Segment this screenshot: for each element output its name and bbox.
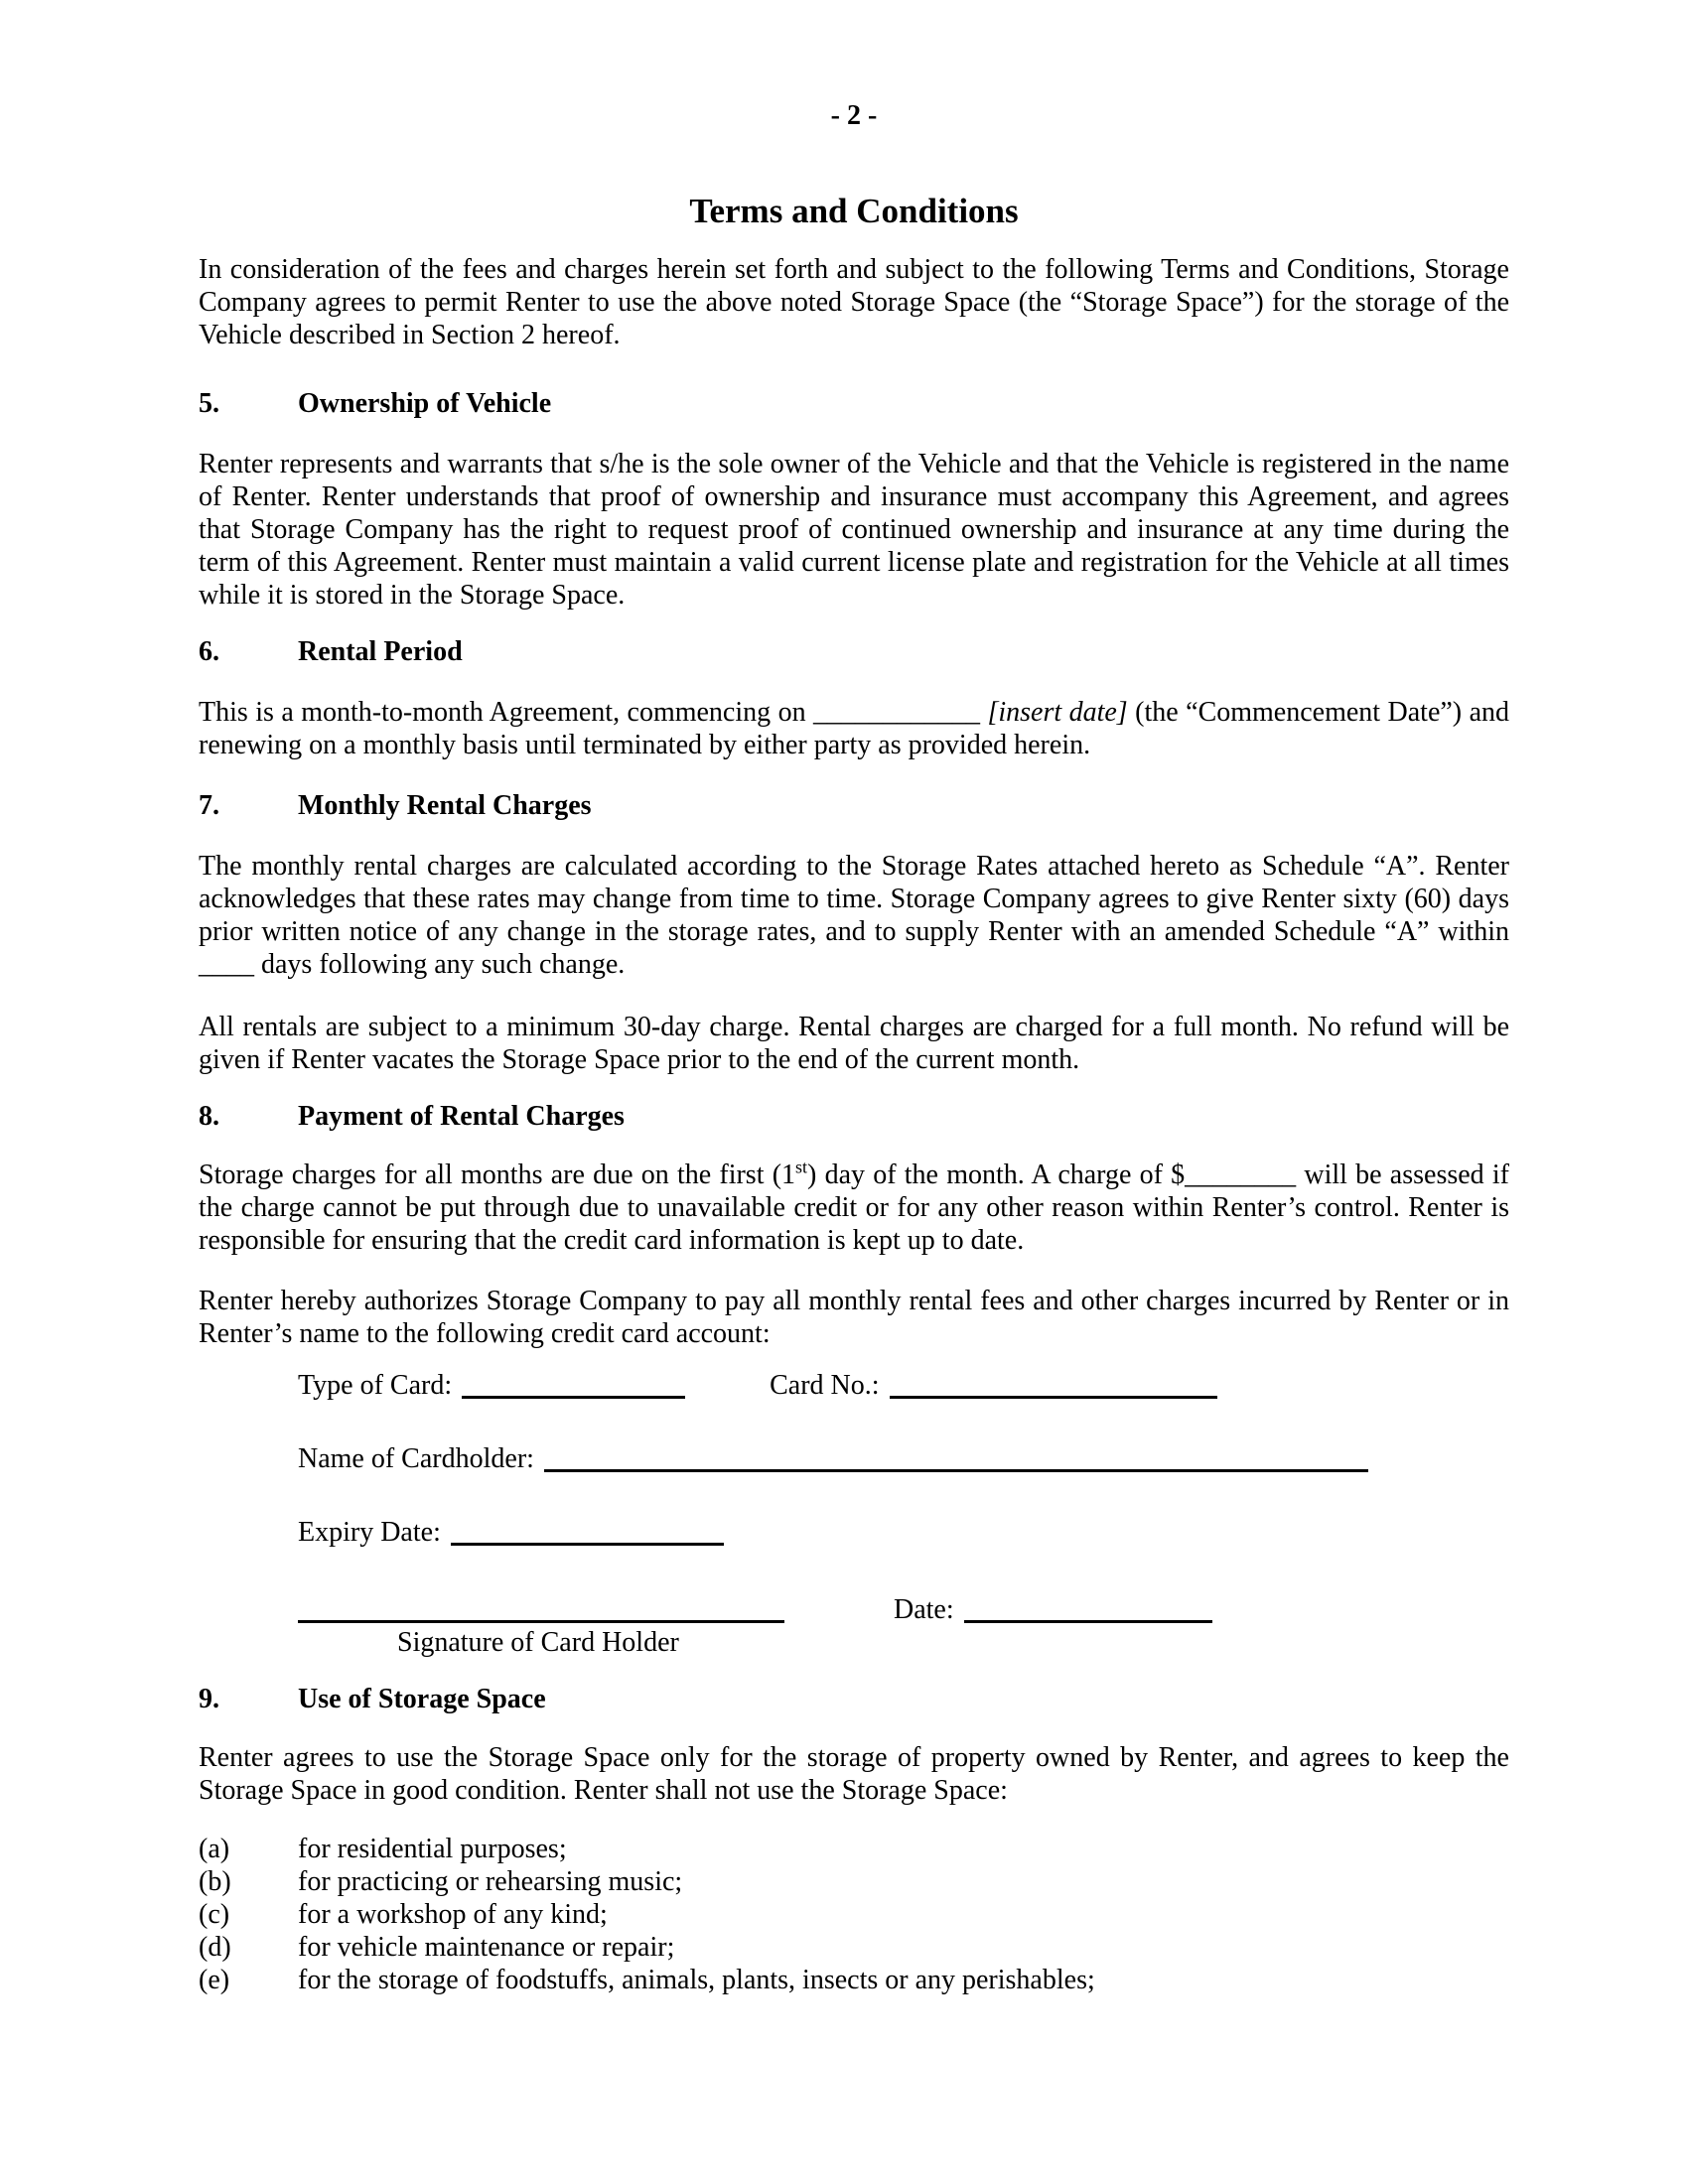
date-line [964, 1592, 1212, 1623]
section-8-title: Payment of Rental Charges [298, 1101, 625, 1132]
commencement-date-blank: ____________ [813, 697, 981, 728]
signature-line [298, 1592, 784, 1623]
section-8-number: 8. [199, 1101, 219, 1132]
section-5-title: Ownership of Vehicle [298, 388, 552, 419]
section-8-body-1 [199, 1159, 1509, 1257]
section-9-title: Use of Storage Space [298, 1684, 546, 1714]
prohibited-uses-list [199, 1833, 1509, 1996]
list-item-text: for residential purposes; [298, 1834, 567, 1864]
list-item-marker: (e) [199, 1965, 230, 1995]
section-6-body [199, 696, 1509, 761]
type-of-card-label: Type of Card: [298, 1370, 453, 1401]
section-6-number: 6. [199, 636, 219, 667]
name-of-cardholder-label: Name of Cardholder: [298, 1443, 534, 1474]
list-item [199, 1964, 1509, 1996]
list-item [199, 1898, 1509, 1931]
list-item-text: for a workshop of any kind; [298, 1899, 608, 1930]
list-item-marker: (b) [199, 1866, 231, 1897]
section-5-body: Renter represents and warrants that s/he is the sole owner of the Vehicle and that the Vehicle is registered in the name of Renter. Renter understands that proof of ownership and insurance must accompany this Agreement, and agrees that Storage Company has the right to request proof of continued ownership and insurance at any time during the term of this Agreement. Renter must maintain a valid current license plate and registration for the Vehicle at all times while it is stored in the Storage Space. [199, 449, 1509, 611]
list-item-marker: (a) [199, 1834, 230, 1864]
section-8-text-pre-superscript: Storage charges for all months are due on the first (1 [199, 1160, 796, 1190]
section-7-body-1: The monthly rental charges are calculated according to the Storage Rates attached hereto as Schedule “A”. Renter acknowledges that these rates may change from time to time. Storage Company agrees to give Renter sixty (60) days prior written notice of any change in the storage rates, and to supply Renter with an amended Schedule “A” within ____ days following any such change. [199, 851, 1509, 980]
page-number: - 2 - [830, 100, 878, 131]
type-of-card-line [462, 1368, 685, 1399]
card-no-label: Card No.: [770, 1370, 880, 1401]
section-7-body-2: All rentals are subject to a minimum 30-day charge. Rental charges are charged for a full month. No refund will be given if Renter vacates the Storage Space prior to the end of the current month. [199, 1012, 1509, 1075]
section-8-text-post-superscript: ) day of the month. A charge of $________ will be assessed if the charge cannot be put through due to unavailable credit or for any other reason within Renter’s control. Renter is responsible for ensuring that the credit card information is kept up to date. [199, 1160, 1509, 1256]
section-6-title: Rental Period [298, 636, 463, 667]
section-9-heading [199, 1683, 1509, 1715]
section-9-body: Renter agrees to use the Storage Space only for the storage of property owned by Renter, and agrees to keep the Storage Space in good condition. Renter shall not use the Storage Space: [199, 1742, 1509, 1806]
list-item [199, 1865, 1509, 1898]
signature-row [298, 1592, 1509, 1626]
date-label: Date: [894, 1594, 954, 1625]
list-item-marker: (d) [199, 1932, 231, 1963]
insert-date-note: [insert date] [980, 697, 1128, 728]
section-7-number: 7. [199, 790, 219, 821]
section-5-heading [199, 387, 1509, 420]
expiry-date-label: Expiry Date: [298, 1517, 441, 1548]
section-6-text-after-blank: (the “Commencement Date”) and renewing on a monthly basis until terminated by either party as provided herein. [199, 697, 1510, 760]
list-item-marker: (c) [199, 1899, 230, 1930]
section-5-number: 5. [199, 388, 219, 419]
list-item-text: for practicing or rehearsing music; [298, 1866, 683, 1897]
document-title: Terms and Conditions [689, 192, 1019, 230]
list-item [199, 1931, 1509, 1964]
list-item-text: for the storage of foodstuffs, animals, plants, insects or any perishables; [298, 1965, 1095, 1995]
intro-paragraph: In consideration of the fees and charges herein set forth and subject to the following Terms and Conditions, Storage Company agrees to permit Renter to use the above noted Storage Space (the “Storage Space”) for the storage of the Vehicle described in Section 2 hereof. [199, 254, 1509, 350]
cardholder-name-row [298, 1441, 1509, 1475]
signature-caption: Signature of Card Holder [397, 1627, 679, 1658]
card-no-line [890, 1368, 1217, 1399]
credit-card-form [298, 1368, 1509, 1659]
section-6-text-before-blank: This is a month-to-month Agreement, commencing on [199, 697, 814, 728]
list-item-text: for vehicle maintenance or repair; [298, 1932, 675, 1963]
section-7-title: Monthly Rental Charges [298, 790, 592, 821]
expiry-date-row [298, 1515, 1509, 1549]
section-8-heading [199, 1100, 1509, 1133]
section-8-body-2: Renter hereby authorizes Storage Company to pay all monthly rental fees and other charges incurred by Renter or in Renter’s name to the following credit card account: [199, 1286, 1509, 1349]
expiry-date-line [451, 1515, 724, 1546]
ordinal-superscript: st [795, 1157, 808, 1177]
card-type-row [298, 1368, 1509, 1402]
section-6-heading [199, 635, 1509, 668]
name-of-cardholder-line [544, 1441, 1368, 1472]
list-item [199, 1833, 1509, 1865]
section-9-number: 9. [199, 1684, 219, 1714]
section-7-heading [199, 789, 1509, 822]
